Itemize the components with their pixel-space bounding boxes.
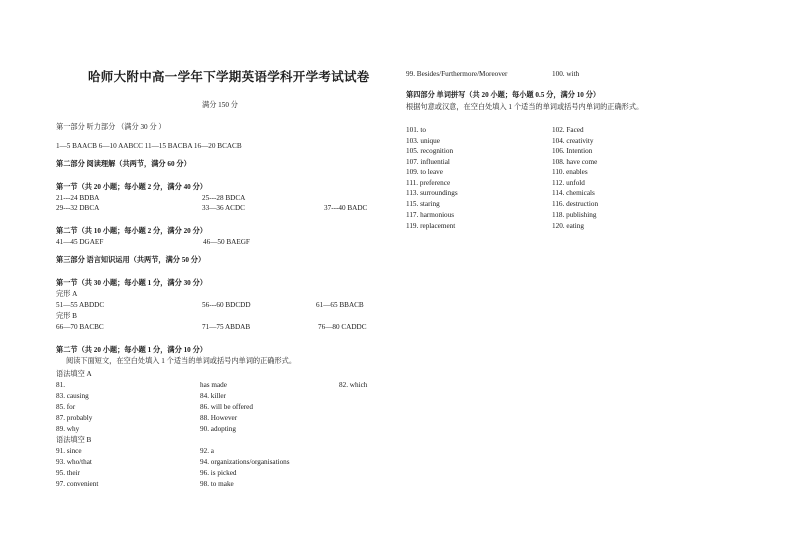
answer-text: 109. to leave: [406, 168, 443, 176]
answer-text: 71—75 ABDAB: [202, 323, 251, 331]
answer-text: 82. which: [339, 381, 368, 389]
answer-text: 103. unique: [406, 137, 440, 145]
answer-text: 85. for: [56, 403, 76, 411]
answer-text: 81.: [56, 381, 65, 389]
answer-text: 114. chemicals: [552, 189, 595, 197]
answer-text: 120. eating: [552, 222, 584, 230]
answer-text: 76—80 CADDC: [318, 323, 367, 331]
grammar-b-label: 语法填空 B: [56, 436, 92, 444]
answer-text: 61—65 BBACB: [316, 301, 364, 309]
answer-text: 107. influential: [406, 158, 450, 166]
answer-text: 98. to make: [200, 480, 234, 488]
answer-text: 84. killer: [200, 392, 226, 400]
answer-text: 95. their: [56, 469, 80, 477]
answer-text: 106. Intention: [552, 147, 593, 155]
answer-text: 37---40 BADC: [324, 204, 368, 212]
answer-text: 93. who/that: [56, 458, 92, 466]
answer-text: 117. harmonious: [406, 211, 455, 219]
answer-text: 21---24 BDBA: [56, 194, 100, 202]
answer-text: 118. publishing: [552, 211, 597, 219]
part2-sec2-heading: 第二节（共 10 小题；每小题 2 分，满分 20 分）: [56, 227, 207, 235]
answer-text: 111. preference: [406, 179, 451, 187]
answer-text: 33—36 ACDC: [202, 204, 245, 212]
answer-text: 46—50 BAEGF: [203, 238, 250, 246]
answer-text: 83. causing: [56, 392, 89, 400]
answer-text: 90. adopting: [200, 425, 236, 433]
answer-text: 104. creativity: [552, 137, 594, 145]
answer-text: 94. organizations/organisations: [200, 458, 290, 466]
part4-instruction: 根据句意或汉意，在空白处填入 1 个适当的单词或括号内单词的正确形式。: [406, 103, 644, 111]
answer-text: 101. to: [406, 126, 426, 134]
answer-text: 92. a: [200, 447, 214, 455]
answer-text: 97. convenient: [56, 480, 99, 488]
part3-instruction: 阅读下面短文，在空白处填入 1 个适当的单词或括号内单词的正确形式。: [66, 357, 297, 365]
answer-text: 66—70 BACBC: [56, 323, 104, 331]
answer-text: 29---32 DBCA: [56, 204, 100, 212]
answer-text: 105. recognition: [406, 147, 454, 155]
answer-text: 112. unfold: [552, 179, 585, 187]
answer-text: 100. with: [552, 70, 580, 78]
part3-sec1-heading: 第一节（共 30 小题；每小题 1 分，满分 30 分）: [56, 279, 207, 287]
full-score: 满分 150 分: [202, 101, 238, 109]
answer-text: 110. enables: [552, 168, 588, 176]
answer-text: 102. Faced: [552, 126, 584, 134]
answer-text: 89. why: [56, 425, 80, 433]
part4-heading: 第四部分 单词拼写（共 20 小题；每小题 0.5 分，满分 10 分）: [406, 91, 601, 99]
cloze-b-label: 完形 B: [56, 312, 77, 320]
answer-text: 25---28 BDCA: [202, 194, 246, 202]
answer-text: 115. staring: [406, 200, 440, 208]
answer-text: 41—45 DGAEF: [56, 238, 104, 246]
answer-text: 51—55 ABDDC: [56, 301, 105, 309]
page-title: 哈师大附中高一学年下学期英语学科开学考试试卷: [88, 70, 370, 84]
answer-text: 88. However: [200, 414, 238, 422]
part1-answers: 1—5 BAACB 6—10 AABCC 11—15 BACBA 16—20 BCACB: [56, 142, 242, 150]
cloze-a-label: 完形 A: [56, 290, 78, 298]
answer-text: 116. destruction: [552, 200, 599, 208]
part2-sec1-heading: 第一节（共 20 小题；每小题 2 分，满分 40 分）: [56, 183, 207, 191]
answer-text: 119. replacement: [406, 222, 456, 230]
answer-text: 56---60 BDCDD: [202, 301, 251, 309]
part3-sec2-heading: 第二节（共 20 小题；每小题 1 分，满分 10 分）: [56, 346, 207, 354]
answer-text: 113. surroundings: [406, 189, 458, 197]
answer-text: 108. have come: [552, 158, 598, 166]
grammar-a-label: 语法填空 A: [56, 370, 92, 378]
answer-text: 91. since: [56, 447, 82, 455]
answer-text: 86. will be offered: [200, 403, 253, 411]
answer-text: has made: [200, 381, 227, 389]
answer-text: 99. Besides/Furthermore/Moreover: [406, 70, 508, 78]
part3-heading: 第三部分 语言知识运用（共两节，满分 50 分）: [56, 256, 206, 264]
part2-heading: 第二部分 阅读理解（共两节，满分 60 分）: [56, 160, 191, 168]
answer-text: 96. is picked: [200, 469, 237, 477]
part1-heading: 第一部分 听力部分 （满分 30 分 ）: [56, 123, 166, 131]
answer-text: 87. probably: [56, 414, 93, 422]
